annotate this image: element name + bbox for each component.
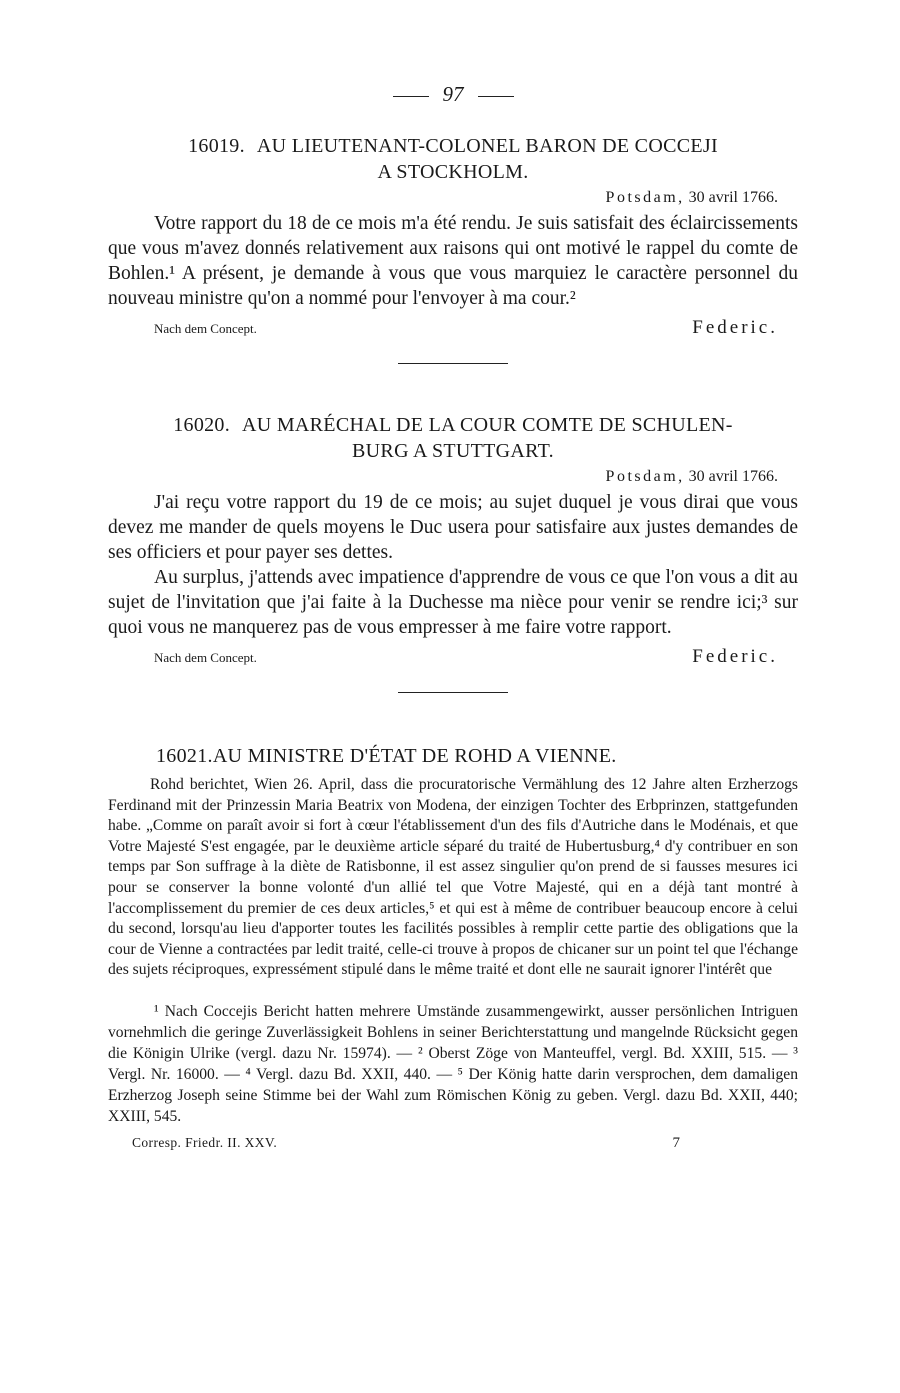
letter-heading xyxy=(108,412,798,438)
signature: Federic. xyxy=(692,646,778,667)
heading-line1: AU MINISTRE D'ÉTAT DE ROHD A VIENNE. xyxy=(212,745,617,767)
letter-summary xyxy=(108,775,798,981)
heading-line2: A STOCKHOLM. xyxy=(377,161,529,183)
letter-number: 16020. xyxy=(173,414,231,436)
page-number-line xyxy=(108,82,798,107)
letter-heading xyxy=(108,743,798,769)
letter-date xyxy=(108,468,778,486)
divider xyxy=(398,692,508,693)
date-rest: 30 avril 1766. xyxy=(688,468,778,485)
heading-line2: BURG A STUTTGART. xyxy=(352,440,554,462)
footnotes xyxy=(108,1001,798,1127)
letter-heading xyxy=(108,133,798,159)
heading-line1: AU LIEUTENANT-COLONEL BARON DE COCCEJI xyxy=(256,135,718,157)
letter-body xyxy=(108,211,798,311)
letter-paragraph: J'ai reçu votre rapport du 19 de ce mois; au sujet duquel je vous dirai que vous devez me mander de quels moyens le Duc usera pour satisfaire aux justes demandes de ses officiers et pour payer ses dettes. xyxy=(108,492,798,563)
letter-signature-line xyxy=(108,646,798,668)
page xyxy=(108,82,798,1152)
page-number: 97 xyxy=(442,82,464,106)
source-note: Nach dem Concept. xyxy=(154,321,257,336)
date-rest: 30 avril 1766. xyxy=(688,189,778,206)
letter-paragraph: Au surplus, j'attends avec impatience d'apprendre de vous ce que l'on vous a dit au sujet de l'invitation que j'ai faite à la Duchesse ma nièce pour venir se rendre ici;³ sur quoi vous ne manquerez pas de vous empresser à me faire votre rapport. xyxy=(108,567,798,638)
divider xyxy=(398,363,508,364)
footer-signature: Corresp. Friedr. II. XXV. xyxy=(132,1134,278,1150)
summary-paragraph: Rohd berichtet, Wien 26. April, dass die procuratorische Vermählung des 12 Jahre alten Erzherzogs Ferdinand mit der Prinzessin Maria Beatrix von Modena, der einzigen Tochter des Erbprinzen, stattgefunden habe. „Comme on paraît avoir si fort à cœur l'établissement d'un des fils d'Autriche dans le Modénais, et que Votre Majesté S'est engagée, par le deuxième article séparé du traité de Hubertusburg,⁴ d'y contribuer en son temps par Son suffrage à la diète de Ratisbonne, il est assez singulier qu'on prend de si fausses mesures ici pour se conserver la bonne volonté d'un allié tel que Votre Majesté, qui en a déjà tant montré à l'accomplissement du premier de ces deux articles,⁵ et qui est à même de contribuer beaucoup encore à celui du second, lorsqu'au lieu d'apporter toutes les facilités possibles à remplir cette partie des obligations que la cour de Vienne a contractées par ledit traité, celle-ci trouve à propos de chicaner sur un point tel que l'échange des sujets réciproques, expressément stipulé dans le même traité et dont elle ne saurait ignorer l'intérêt que xyxy=(108,776,798,979)
date-place: Potsdam, xyxy=(605,189,685,206)
footer-sheet-number: 7 xyxy=(672,1134,680,1151)
signature: Federic. xyxy=(692,317,778,338)
heading-line1: AU MARÉCHAL DE LA COUR COMTE DE SCHULEN- xyxy=(242,414,733,436)
letter-signature-line xyxy=(108,317,798,339)
letter-number: 16019. xyxy=(188,135,245,157)
page-footer xyxy=(108,1135,798,1152)
rule-right xyxy=(478,96,514,97)
footnotes-text: ¹ Nach Coccejis Bericht hatten mehrere Umstände zusammengewirkt, ausser persönlichen Intriguen vornehmlich die geringe Zuverlässigkeit Bohlens in seiner Berichterstattung und mangelnde Rücksicht gegen die Königin Ulrike (vergl. dazu Nr. 15974). — ² Oberst Zöge von Manteuffel, vergl. Bd. XXIII, 515. — ³ Vergl. Nr. 16000. — ⁴ Vergl. dazu Bd. XXII, 440. — ⁵ Der König hatte darin versprochen, dem damaligen Erzherzog Joseph seine Stimme bei der Wahl zum Römischen König zu geben. Vergl. dazu Bd. XXII, 440; XXIII, 545. xyxy=(108,1002,798,1125)
letter-16021 xyxy=(108,743,798,981)
letter-paragraph: Votre rapport du 18 de ce mois m'a été rendu. Je suis satisfait des éclaircissements que vous m'avez donnés relativement aux raisons qui ont motivé le rappel du comte de Bohlen.¹ A présent, je demande à vous que vous marquiez le caractère personnel du nouveau ministre qu'on a nommé pour l'envoyer à ma cour.² xyxy=(108,213,798,309)
letter-body xyxy=(108,490,798,640)
letter-date xyxy=(108,189,778,207)
letter-number: 16021. xyxy=(156,745,213,767)
rule-left xyxy=(393,96,429,97)
letter-16019 xyxy=(108,133,798,364)
letter-16020 xyxy=(108,412,798,693)
source-note: Nach dem Concept. xyxy=(154,650,257,665)
date-place: Potsdam, xyxy=(605,468,685,485)
